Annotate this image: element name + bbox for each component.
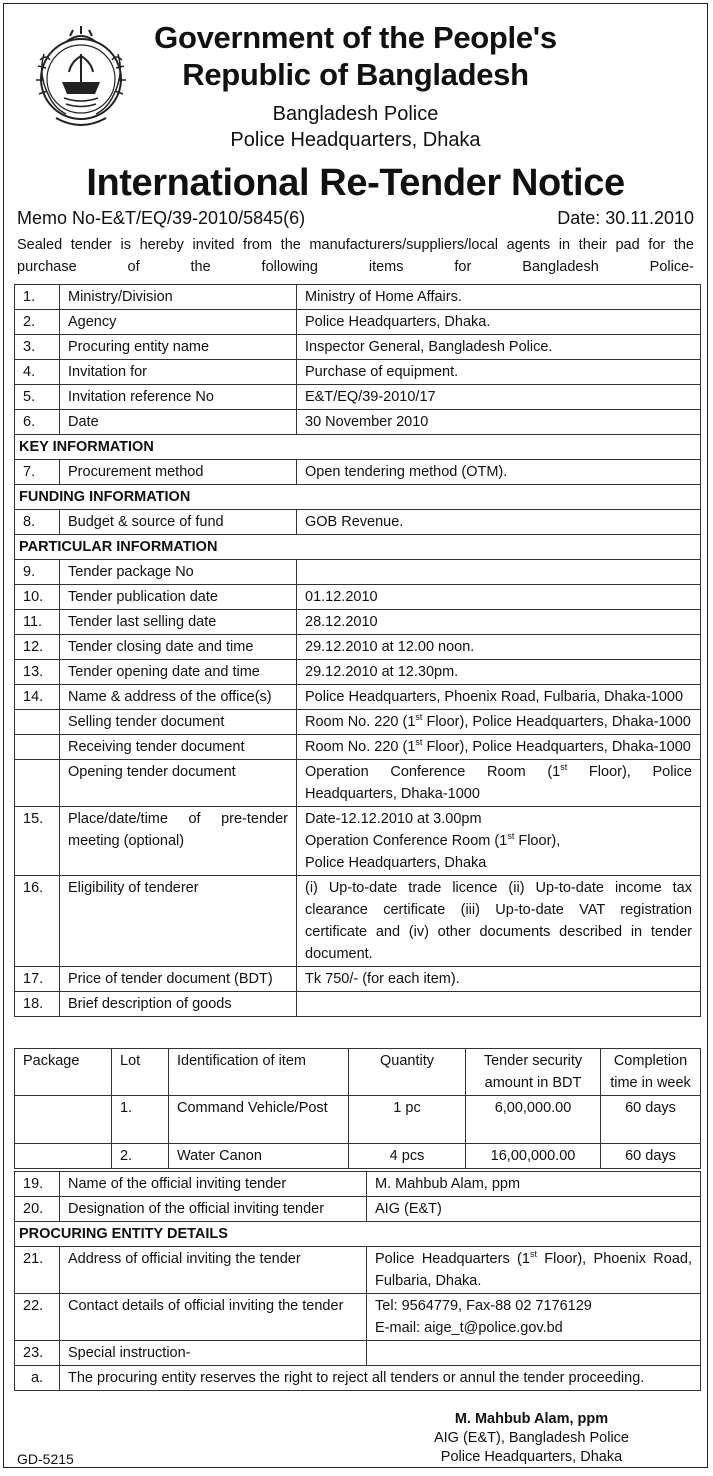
row-label: Date xyxy=(60,410,297,435)
row-number: 14. xyxy=(15,685,60,710)
row-number: 18. xyxy=(15,992,60,1017)
row-value: Tel: 9564779, Fax-88 02 7176129 E-mail: aige_t@police.gov.bd xyxy=(367,1294,701,1341)
row-number: 6. xyxy=(15,410,60,435)
row-label: Contact details of official inviting the tender xyxy=(60,1294,367,1341)
row-value: Police Headquarters (1st Floor), Phoenix Road, Fulbaria, Dhaka. xyxy=(367,1247,701,1294)
row-value: Operation Conference Room (1st Floor), Police Headquarters, Dhaka-1000 xyxy=(297,760,701,807)
row-number: 13. xyxy=(15,660,60,685)
row-value: Room No. 220 (1st Floor), Police Headquarters, Dhaka-1000 xyxy=(297,735,701,760)
signature-block xyxy=(434,1410,629,1467)
row-number: 1. xyxy=(15,285,60,310)
goods-security: 6,00,000.00 xyxy=(466,1096,601,1144)
goods-lot: 2. xyxy=(112,1144,169,1169)
table-row xyxy=(15,876,701,967)
table-row xyxy=(15,335,701,360)
row-label: Place/date/time of pre-tender meeting (optional) xyxy=(60,807,297,876)
row-number: 12. xyxy=(15,635,60,660)
section-heading xyxy=(15,485,701,510)
row-value xyxy=(297,560,701,585)
row-label: Selling tender document xyxy=(60,710,297,735)
goods-lot: 1. xyxy=(112,1096,169,1144)
table-row xyxy=(15,560,701,585)
row-number: 8. xyxy=(15,510,60,535)
row-label: Name of the official inviting tender xyxy=(60,1172,367,1197)
row-number: 16. xyxy=(15,876,60,967)
row-label: Special instruction- xyxy=(60,1341,367,1366)
row-value: Police Headquarters, Dhaka. xyxy=(297,310,701,335)
row-label: Name & address of the office(s) xyxy=(60,685,297,710)
official-table xyxy=(14,1171,701,1391)
header-lot: Lot xyxy=(112,1049,169,1096)
goods-item: Command Vehicle/Post xyxy=(169,1096,349,1144)
row-value: 01.12.2010 xyxy=(297,585,701,610)
section-heading xyxy=(15,1222,701,1247)
memo-number: Memo No-E&T/EQ/39-2010/5845(6) xyxy=(17,208,306,228)
row-value: Open tendering method (OTM). xyxy=(297,460,701,485)
row-value: (i) Up-to-date trade licence (ii) Up-to-date income tax clearance certificate (iii) Up-to-date VAT registration certificate and (iv) other documents described in tender document. xyxy=(297,876,701,967)
table-row xyxy=(15,460,701,485)
notice-date: Date: 30.11.2010 xyxy=(557,208,694,228)
tender-details-table xyxy=(14,284,701,1017)
table-row xyxy=(15,1341,701,1366)
row-number: 19. xyxy=(15,1172,60,1197)
row-value: The procuring entity reserves the right to reject all tenders or annul the tender proceeding. xyxy=(60,1366,701,1391)
table-row xyxy=(15,1197,701,1222)
table-row xyxy=(15,967,701,992)
table-row xyxy=(15,992,701,1017)
goods-header-row xyxy=(15,1049,701,1096)
header-police: Bangladesh Police xyxy=(272,103,439,125)
goods-completion: 60 days xyxy=(601,1096,701,1144)
goods-row xyxy=(15,1096,701,1144)
header-completion: Completion time in week xyxy=(601,1049,701,1096)
goods-row xyxy=(15,1144,701,1169)
row-number: 4. xyxy=(15,360,60,385)
goods-quantity: 1 pc xyxy=(349,1096,466,1144)
row-label: Agency xyxy=(60,310,297,335)
row-value: Ministry of Home Affairs. xyxy=(297,285,701,310)
section-procuring-entity: PROCURING ENTITY DETAILS xyxy=(15,1222,701,1247)
row-label: Invitation for xyxy=(60,360,297,385)
row-label: Brief description of goods xyxy=(60,992,297,1017)
row-label: Eligibility of tenderer xyxy=(60,876,297,967)
row-value: M. Mahbub Alam, ppm xyxy=(367,1172,701,1197)
row-number: 10. xyxy=(15,585,60,610)
row-label: Tender package No xyxy=(60,560,297,585)
table-row xyxy=(15,1247,701,1294)
notice-title: International Re-Tender Notice xyxy=(86,162,625,204)
row-value: 28.12.2010 xyxy=(297,610,701,635)
row-number: 11. xyxy=(15,610,60,635)
row-value: AIG (E&T) xyxy=(367,1197,701,1222)
table-row xyxy=(15,735,701,760)
section-funding-information: FUNDING INFORMATION xyxy=(15,485,701,510)
row-label: Tender last selling date xyxy=(60,610,297,635)
row-number: 9. xyxy=(15,560,60,585)
goods-item: Water Canon xyxy=(169,1144,349,1169)
row-label: Tender publication date xyxy=(60,585,297,610)
table-row xyxy=(15,635,701,660)
section-heading xyxy=(15,435,701,460)
table-row xyxy=(15,1172,701,1197)
signature-name: M. Mahbub Alam, ppm xyxy=(454,1411,609,1427)
row-value: 30 November 2010 xyxy=(297,410,701,435)
section-heading xyxy=(15,535,701,560)
row-number: 5. xyxy=(15,385,60,410)
row-label: Tender opening date and time xyxy=(60,660,297,685)
row-label: Procuring entity name xyxy=(60,335,297,360)
table-row xyxy=(15,610,701,635)
row-value: Inspector General, Bangladesh Police. xyxy=(297,335,701,360)
row-label: Ministry/Division xyxy=(60,285,297,310)
row-value: E&T/EQ/39-2010/17 xyxy=(297,385,701,410)
table-row xyxy=(15,760,701,807)
row-number: 23. xyxy=(15,1341,60,1366)
tender-notice xyxy=(3,3,708,1468)
row-value: Police Headquarters, Phoenix Road, Fulbaria, Dhaka-1000 xyxy=(297,685,701,710)
table-row xyxy=(15,410,701,435)
row-label: Tender closing date and time xyxy=(60,635,297,660)
gd-number: GD-5215 xyxy=(17,1451,74,1467)
table-row xyxy=(15,807,701,876)
table-row xyxy=(15,1294,701,1341)
table-row xyxy=(15,585,701,610)
header-quantity: Quantity xyxy=(349,1049,466,1096)
intro-paragraph: Sealed tender is hereby invited from the manufacturers/suppliers/local agents in their pad for the purchase of the following items for Bangladesh Police- xyxy=(17,237,694,275)
signature-office: Police Headquarters, Dhaka xyxy=(440,1449,623,1465)
table-row xyxy=(15,710,701,735)
row-value: 29.12.2010 at 12.30pm. xyxy=(297,660,701,685)
header-government: Government of the People's xyxy=(154,20,557,55)
row-label: Procurement method xyxy=(60,460,297,485)
goods-table xyxy=(14,1048,701,1169)
goods-security: 16,00,000.00 xyxy=(466,1144,601,1169)
header-security: Tender security amount in BDT xyxy=(466,1049,601,1096)
table-row xyxy=(15,285,701,310)
row-label: Budget & source of fund xyxy=(60,510,297,535)
row-value: Purchase of equipment. xyxy=(297,360,701,385)
row-number: 15. xyxy=(15,807,60,876)
header-headquarters: Police Headquarters, Dhaka xyxy=(230,129,481,151)
table-row xyxy=(15,1366,701,1391)
row-label: Price of tender document (BDT) xyxy=(60,967,297,992)
table-row xyxy=(15,660,701,685)
goods-completion: 60 days xyxy=(601,1144,701,1169)
table-row xyxy=(15,685,701,710)
row-label: Address of official inviting the tender xyxy=(60,1247,367,1294)
row-number: 7. xyxy=(15,460,60,485)
row-value: GOB Revenue. xyxy=(297,510,701,535)
header-republic: Republic of Bangladesh xyxy=(182,57,529,92)
header-package: Package xyxy=(15,1049,112,1096)
table-row xyxy=(15,385,701,410)
row-label: Opening tender document xyxy=(60,760,297,807)
row-value: Date-12.12.2010 at 3.00pm Operation Conference Room (1st Floor), Police Headquarters, Dhaka xyxy=(297,807,701,876)
section-particular-information: PARTICULAR INFORMATION xyxy=(15,535,701,560)
row-value: 29.12.2010 at 12.00 noon. xyxy=(297,635,701,660)
row-number: 21. xyxy=(15,1247,60,1294)
row-label: Designation of the official inviting tender xyxy=(60,1197,367,1222)
row-number: 3. xyxy=(15,335,60,360)
row-number: a. xyxy=(15,1366,60,1391)
table-row xyxy=(15,510,701,535)
table-row xyxy=(15,310,701,335)
row-number: 22. xyxy=(15,1294,60,1341)
row-label: Receiving tender document xyxy=(60,735,297,760)
section-key-information: KEY INFORMATION xyxy=(15,435,701,460)
signature-designation: AIG (E&T), Bangladesh Police xyxy=(433,1430,629,1446)
row-number: 2. xyxy=(15,310,60,335)
row-number: 17. xyxy=(15,967,60,992)
header-item: Identification of item xyxy=(169,1049,349,1096)
goods-quantity: 4 pcs xyxy=(349,1144,466,1169)
row-value: Tk 750/- (for each item). xyxy=(297,967,701,992)
row-value: Room No. 220 (1st Floor), Police Headquarters, Dhaka-1000 xyxy=(297,710,701,735)
table-row xyxy=(15,360,701,385)
row-label: Invitation reference No xyxy=(60,385,297,410)
row-number: 20. xyxy=(15,1197,60,1222)
